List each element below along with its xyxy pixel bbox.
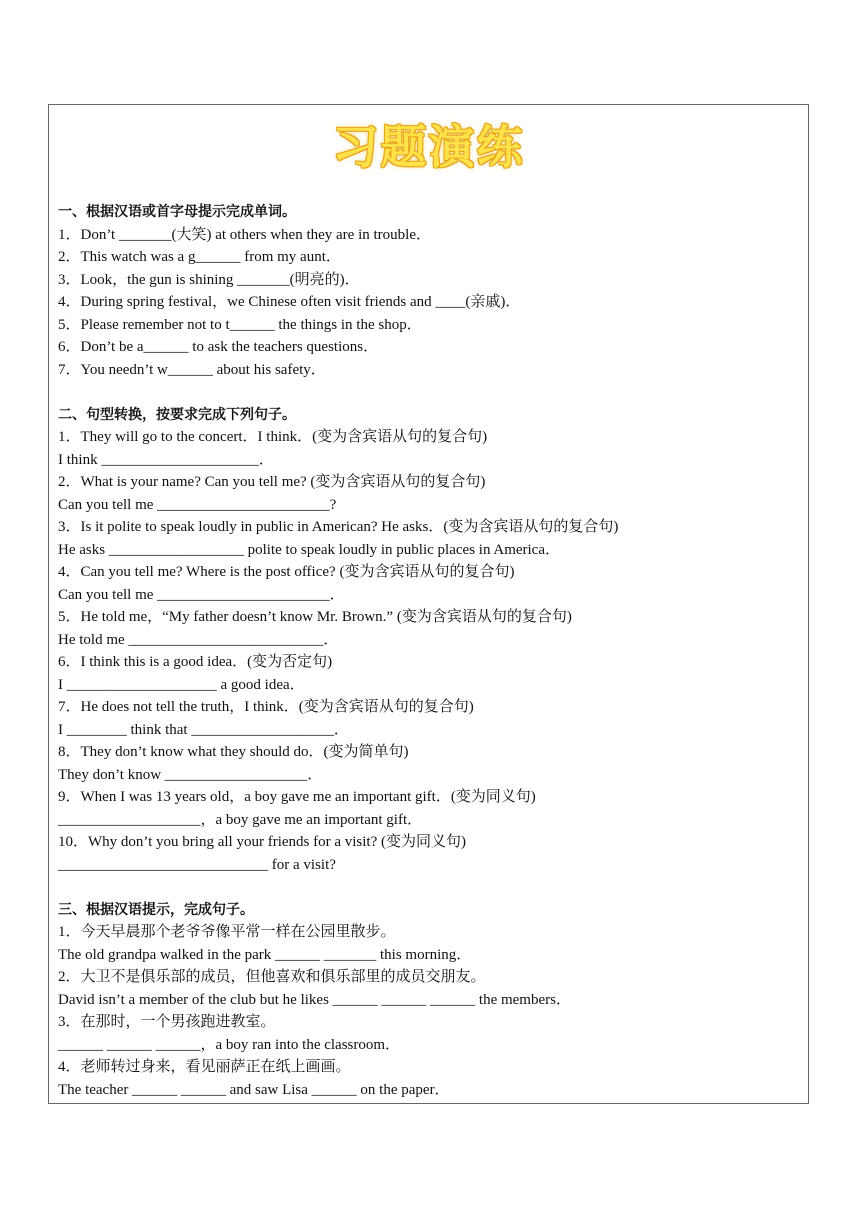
section-2-line: I think _____________________． — [58, 451, 274, 468]
section-2-line: ___________________，a boy gave me an important gift． — [58, 811, 423, 828]
section-3-line: David isn’t a member of the club but he likes ______ ______ ______ the members． — [58, 991, 571, 1008]
section-2-line: They don’t know ___________________． — [58, 766, 323, 783]
exercise-content — [58, 201, 802, 1101]
section-2-line: 4．Can you tell me? Where is the post office? (变为含宾语从句的复合句) — [58, 564, 515, 580]
section-2-line: 9．When I was 13 years old，a boy gave me an important gift．(变为同义句) — [58, 789, 536, 805]
section-3-line: ______ ______ ______，a boy ran into the classroom． — [58, 1036, 401, 1053]
section-1-item: 7．You needn’t w______ about his safety． — [58, 361, 326, 378]
section-1-item: 1．Don’t _______(大笑) at others when they are in trouble． — [58, 226, 431, 243]
section-1-item: 2．This watch was a g______ from my aunt． — [58, 249, 341, 265]
section-2-heading: 二、句型转换，按要求完成下列句子。 — [58, 406, 296, 423]
section-spacer — [58, 381, 802, 404]
section-2-line: 7．He does not tell the truth，I think．(变为含宾语从句的复合句) — [58, 699, 474, 715]
section-1-item: 6．Don’t be a______ to ask the teachers questions． — [58, 339, 379, 355]
section-1-item: 4．During spring festival，we Chinese often visit friends and ____(亲戚)． — [58, 294, 521, 310]
section-2-line: 10．Why don’t you bring all your friends for a visit? (变为同义句) — [58, 834, 466, 850]
section-3-heading: 三、根据汉语提示，完成句子。 — [58, 901, 254, 918]
page-title: 习题演练 — [332, 120, 525, 174]
section-3-line: 1．今天早晨那个老爷爷像平常一样在公园里散步。 — [58, 924, 396, 940]
section-3-line: 4．老师转过身来，看见丽萨正在纸上画画。 — [58, 1059, 351, 1075]
section-2-line: 2．What is your name? Can you tell me? (变为含宾语从句的复合句) — [58, 474, 486, 490]
section-3-line: The teacher ______ ______ and saw Lisa ______ on the paper． — [58, 1081, 450, 1098]
section-3-line: 2．大卫不是俱乐部的成员，但他喜欢和俱乐部里的成员交朋友。 — [58, 969, 486, 985]
section-3-line: 3．在那时，一个男孩跑进教室。 — [58, 1014, 276, 1030]
section-2-line: ____________________________ for a visit? — [58, 856, 336, 873]
section-2-line: He told me __________________________． — [58, 631, 339, 648]
exercise-frame — [48, 104, 809, 1104]
section-2-line: 5．He told me，“My father doesn’t know Mr. Brown.” (变为含宾语从句的复合句) — [58, 609, 572, 625]
section-1-heading: 一、根据汉语或首字母提示完成单词。 — [58, 204, 296, 220]
section-2-line: 6．I think this is a good idea．(变为否定句) — [58, 654, 333, 670]
section-2-line: Can you tell me _______________________? — [58, 496, 337, 513]
section-2-line: I ____________________ a good idea． — [58, 676, 305, 693]
section-1-item: 3．Look，the gun is shining _______(明亮的)． — [58, 271, 360, 288]
section-2-line: 1．They will go to the concert．I think．(变为含宾语从句的复合句) — [58, 429, 488, 445]
section-2-line: 8．They don’t know what they should do．(变为简单句) — [58, 744, 409, 760]
section-1-item: 5．Please remember not to t______ the things in the shop． — [58, 316, 422, 333]
section-2-line: 3．Is it polite to speak loudly in public in American? He asks．(变为含宾语从句的复合句) — [58, 519, 619, 535]
section-2-line: Can you tell me _______________________． — [58, 586, 345, 603]
section-2-line: I ________ think that ___________________． — [58, 721, 349, 738]
section-3-line: The old grandpa walked in the park ______ _______ this morning． — [58, 946, 472, 963]
section-2-line: He asks __________________ polite to speak loudly in public places in America． — [58, 541, 561, 558]
section-spacer — [58, 876, 802, 899]
